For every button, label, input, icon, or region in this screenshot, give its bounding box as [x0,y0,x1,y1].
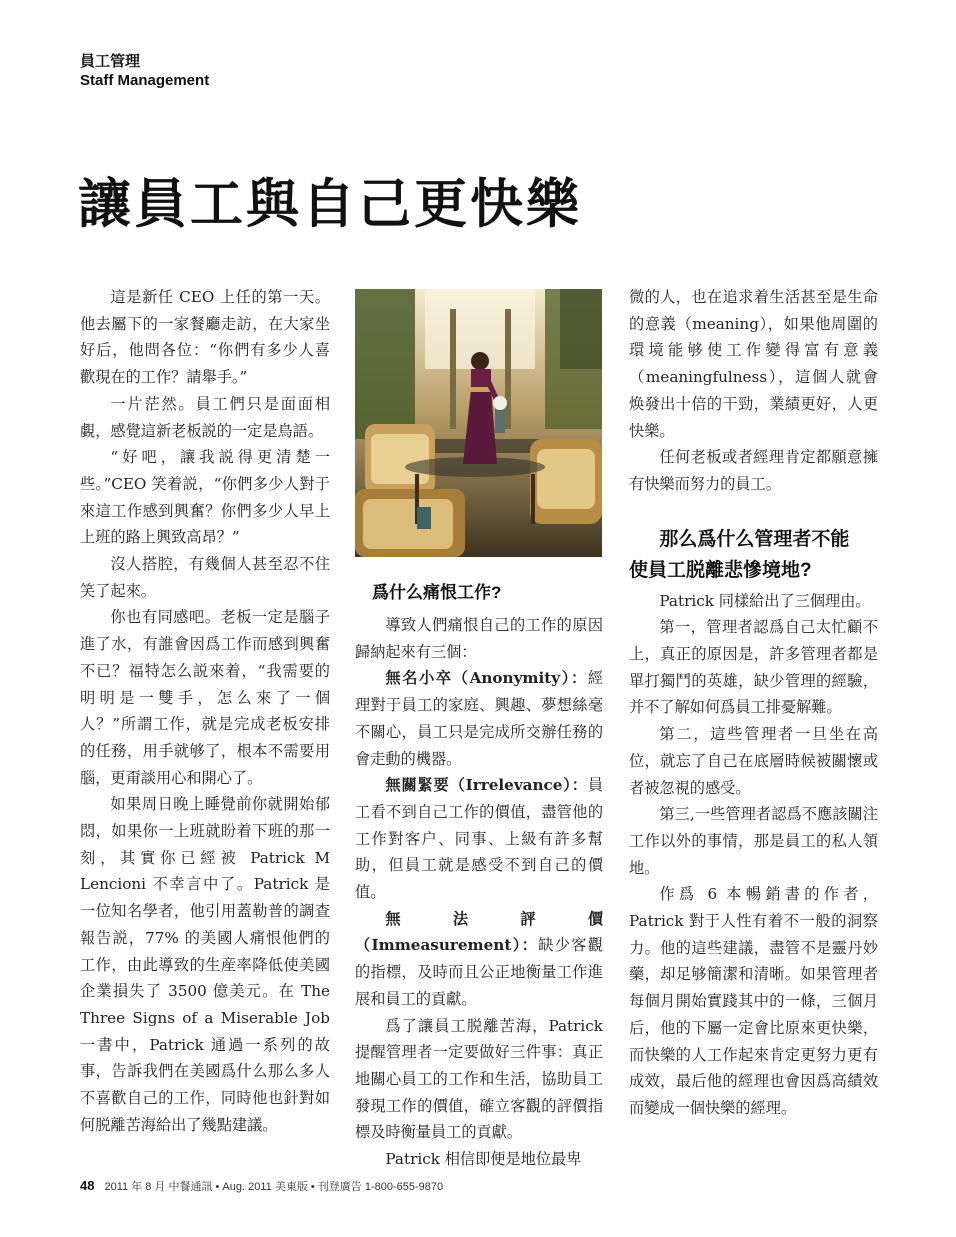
publication-info: 2011 年 8 月 中餐通訊 • Aug. 2011 美東版 • 刊登廣告 1-800-655-9870 [104,1181,444,1193]
reason-term: 無法評價（Immeasurement）： [355,909,603,955]
paragraph: 任何老板或者經理肯定都願意擁有快樂而努力的員工。 [629,448,878,493]
paragraph: 如果周日晚上睡覺前你就開始郁悶，如果你一上班就盼着下班的那一刻，其實你已經被 Patrick M Lencioni 不幸言中了。Patrick 是一位知名學者，他引用蓋勒普的調查報告説，77% 的美國人痛恨他們的工作，由此導致的生産率降低使美國企業損失了 3500 億美元。在 The Three Signs of a Miserable Job 一書中，Patrick 通過一系列的故事，告訴我們在美國爲什么那么多人不喜歡自己的工作，同時他也針對如何脱離苦海給出了幾點建議。 [80,795,330,1134]
column-2 [355,578,603,1173]
paragraph: 爲了讓員工脱離苦海，Patrick 提醒管理者一定要做好三件事：真正地關心員工的工作和生活，協助員工發現工作的價值，確立客觀的評價指標及時衡量員工的貢獻。 [355,1016,603,1142]
hotel-lobby-illustration [355,289,602,557]
reason-text: 缺少客觀的指標，及時而且公正地衡量工作進展和員工的貢獻。 [355,936,604,1008]
reason-anonymity [355,665,603,772]
paragraph: 作爲 6 本暢銷書的作者，Patrick 對于人性有着不一般的洞察力。他的這些建議，盡管不是靈丹妙藥，却足够簡潔和清晰。如果管理者每個月開始實踐其中的一條，三個月后，他的下屬一定會比原來更快樂，而快樂的人工作起來肯定更努力更有成效，最后他的經理也會因爲高績效而變成一個快樂的經理。 [629,885,878,1117]
subheading-line: 使員工脱離悲慘境地? [629,559,812,581]
paragraph: 沒人搭腔，有幾個人甚至忍不住笑了起來。 [80,555,330,600]
paragraph: “好吧，讓我説得更清楚一些。”CEO 笑着説，“你們多少人對于來這工作感到興奮？你們多少人早上上班的路上興致高昂？” [80,448,330,547]
reason-text: 員工看不到自己工作的價值，盡管他的工作對客户、同事、上級有許多幫助，但員工就是感受不到自己的價值。 [355,776,603,902]
reason-term: 無關緊要（Irrelevance）： [385,776,588,795]
section-name-zh: 員工管理 [80,53,141,70]
column-3 [629,284,878,1122]
paragraph: 一片茫然。員工們只是面面相覷，感覺這新老板説的一定是鳥語。 [80,394,330,440]
section-tag [80,52,209,90]
subheading-why-managers-fail [629,524,878,586]
paragraph: 第一，管理者認爲自己太忙顧不上，真正的原因是，許多管理者都是單打獨鬥的英雄，缺少管理的經驗，并不了解如何爲員工排憂解難。 [629,618,878,717]
subheading-line: 那么爲什么管理者不能 [659,528,850,550]
paragraph: 你也有同感吧。老板一定是腦子進了水，有誰會因爲工作而感到興奮不已？福特怎么説來着，“我需要的明明是一雙手，怎么來了一個人？”所謂工作，就是完成老板安排的任務，用手就够了，根本不需要用腦，更甭談用心和開心了。 [80,608,330,787]
reason-term: 無名小卒（Anonymity）： [385,669,588,688]
paragraph: 第二，這些管理者一旦坐在高位，就忘了自己在底層時候被關懷或者被忽視的感受。 [629,725,878,797]
paragraph: 導致人們痛恨自己的工作的原因歸納起來有三個： [355,616,603,661]
subheading-why-hate-work: 爲什么痛恨工作? [372,583,502,602]
paragraph: 這是新任 CEO 上任的第一天。他去屬下的一家餐廳走訪，在大家坐好后，他問各位：“你們有多少人喜歡現在的工作？請舉手。” [80,288,330,387]
paragraph: 微的人，也在追求着生活甚至是生命的意義（meaning），如果他周圍的環境能够使工作變得富有意義（meaningfulness），這個人就會焕發出十倍的干勁，業績更好，人更快樂。 [629,288,878,440]
reason-text: 經理對于員工的家庭、興趣、夢想絲毫不關心，員工只是完成所交辦任務的會走動的機器。 [355,669,603,768]
page-footer [80,1178,443,1194]
paragraph: Patrick 相信即便是地位最卑 [385,1150,582,1169]
paragraph: Patrick 同樣給出了三個理由。 [659,591,871,610]
paragraph: 第三,一些管理者認爲不應該關注工作以外的事情，那是員工的私人領地。 [629,805,878,877]
article-title: 讓員工與自己更快樂 [78,173,582,235]
reason-irrelevance [355,772,603,906]
page-number: 48 [80,1178,95,1193]
article-photo [355,289,602,557]
column-1 [80,284,330,1139]
reason-immeasurement [355,906,603,1013]
section-name-en: Staff Management [80,72,210,89]
